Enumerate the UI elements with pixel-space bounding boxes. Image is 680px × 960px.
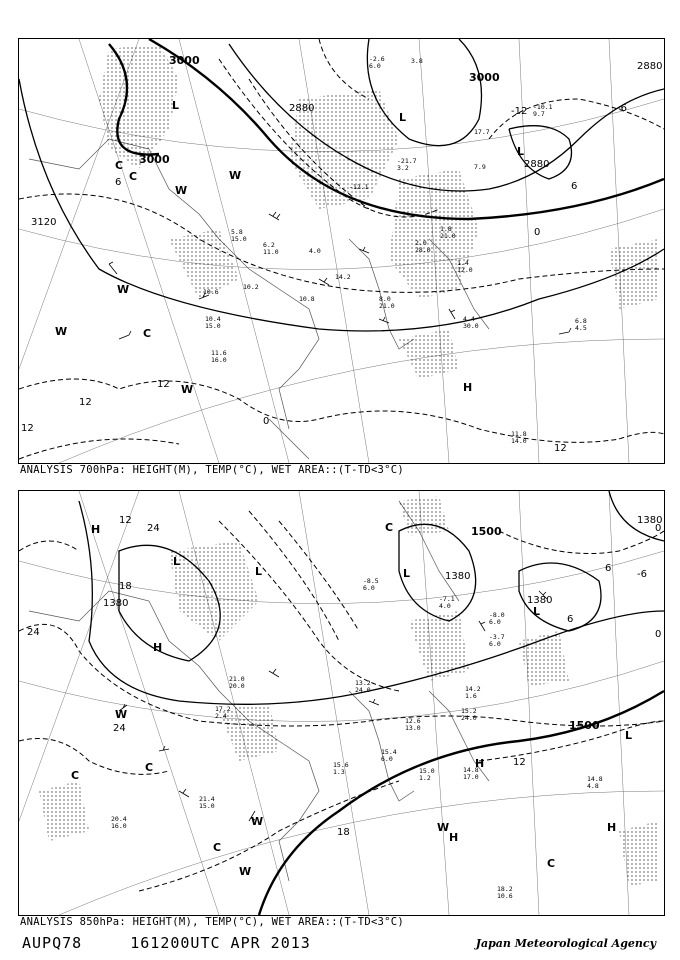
temp-label: 12: [119, 515, 132, 526]
station-value: 15.0: [231, 235, 247, 243]
cold-marker: C: [71, 769, 80, 782]
temp-label: 12: [79, 397, 92, 408]
station-value: 1.2: [419, 774, 431, 782]
station-value: 7.9: [474, 163, 486, 171]
station-value: 6.0: [489, 618, 501, 626]
station-value: 6.0: [363, 584, 375, 592]
height-label: 3000: [469, 71, 500, 84]
station-value: 6.0: [369, 62, 381, 70]
low-marker: L: [625, 729, 633, 742]
height-label: 2880: [524, 159, 550, 170]
low-marker: L: [255, 565, 263, 578]
high-marker: H: [153, 641, 163, 654]
temp-label: -12: [511, 106, 528, 117]
station-value: 3.8: [411, 57, 423, 65]
station-value: 10.6: [497, 892, 513, 900]
temp-label: 0: [655, 523, 662, 534]
cold-marker: C: [213, 841, 222, 854]
temp-label: 24: [147, 523, 160, 534]
warm-marker: W: [229, 169, 242, 182]
station-value: 14.2: [465, 685, 481, 693]
station-value: 24.0: [461, 714, 477, 722]
warm-marker: W: [437, 821, 450, 834]
low-marker: L: [173, 555, 181, 568]
station-value: 16.0: [111, 822, 127, 830]
station-value: 1.8: [440, 225, 452, 233]
station-value: -3.7: [489, 633, 505, 641]
low-marker: L: [172, 99, 180, 112]
station-value: 11.6: [211, 349, 227, 357]
chart-code: AUPQ78: [22, 934, 83, 952]
chart-identifier: [22, 934, 311, 952]
station-value: -2.6: [369, 55, 385, 63]
temp-label: -6: [617, 103, 627, 114]
station-value: 11.0: [263, 248, 279, 256]
station-value: 24.0: [355, 686, 371, 694]
wind-barbs: [119, 591, 547, 821]
station-value: 1.3: [333, 768, 345, 776]
high-marker: H: [463, 381, 473, 394]
station-value: 10.4: [205, 315, 221, 323]
height-label: 1500: [471, 525, 502, 538]
height-label: 3120: [31, 217, 57, 228]
station-value: 15.2: [461, 707, 477, 715]
station-value: -7.1: [439, 595, 455, 603]
station-value: 2.4: [215, 712, 227, 720]
temp-label: 24: [27, 627, 40, 638]
height-label: 1380: [445, 571, 471, 582]
station-value: 6.2: [263, 241, 275, 249]
high-marker: H: [91, 523, 101, 536]
station-value: 21.0: [440, 232, 456, 240]
panel-caption-850hpa: ANALYSIS 850hPa: HEIGHT(M), TEMP(°C), WET AREA::(T-TD<3°C): [20, 916, 405, 928]
warm-marker: W: [115, 708, 128, 721]
temp-label: 24: [113, 723, 126, 734]
station-value: 12.6: [405, 717, 421, 725]
height-label: 2880: [289, 103, 315, 114]
station-value: 14.0: [511, 437, 527, 445]
warm-marker: W: [181, 383, 194, 396]
map-panel-700hpa: [18, 38, 665, 464]
temp-label: 12: [157, 379, 170, 390]
station-value: -10.1: [533, 103, 553, 111]
low-marker: L: [403, 567, 411, 580]
map-panel-850hpa: [18, 490, 665, 916]
station-value: 15.0: [199, 802, 215, 810]
station-value: 17.0: [463, 773, 479, 781]
low-marker: L: [533, 605, 541, 618]
station-value: 4.4: [463, 315, 475, 323]
high-marker: H: [475, 757, 485, 770]
high-marker: H: [449, 831, 459, 844]
temp-label: 6: [567, 614, 574, 625]
warm-marker: W: [117, 283, 130, 296]
temp-label: 18: [119, 581, 132, 592]
low-marker: L: [399, 111, 407, 124]
station-value: 20.4: [111, 815, 127, 823]
cold-marker: C: [145, 761, 154, 774]
low-marker: L: [517, 145, 525, 158]
station-value: 1.4: [457, 259, 469, 267]
station-value: -8.0: [489, 611, 505, 619]
station-value: -12.1: [349, 183, 369, 191]
latlon-grid: [19, 491, 664, 915]
station-value: 21.0: [229, 675, 245, 683]
station-value: 21.0: [379, 302, 395, 310]
high-marker: H: [607, 821, 617, 834]
station-value: 6.0: [381, 755, 393, 763]
warm-marker: W: [251, 815, 264, 828]
warm-marker: W: [239, 865, 252, 878]
station-value: 15.6: [333, 761, 349, 769]
valid-time: 161200UTC APR 2013: [130, 934, 311, 952]
height-contours: [79, 491, 664, 915]
station-value: 8.0: [379, 295, 391, 303]
station-value: 5.8: [231, 228, 243, 236]
agency-credit: Japan Meteorological Agency: [475, 937, 656, 950]
station-value: 20.0: [229, 682, 245, 690]
cold-marker: C: [129, 170, 138, 183]
warm-marker: W: [175, 184, 188, 197]
station-value: 14.8: [587, 775, 603, 783]
station-value: -8.5: [363, 577, 379, 585]
station-value: 30.0: [463, 322, 479, 330]
height-label: 1500: [569, 719, 600, 732]
temp-label: 12: [21, 423, 34, 434]
station-value: 4.5: [575, 324, 587, 332]
temp-label: 0: [655, 629, 662, 640]
cold-marker: C: [115, 159, 124, 172]
station-value: 4.0: [309, 247, 321, 255]
station-value: 11.8: [511, 430, 527, 438]
station-value: 15.4: [381, 748, 397, 756]
temp-label: 6: [115, 177, 122, 188]
station-value: 14.2: [335, 273, 351, 281]
station-value: 4.0: [439, 602, 451, 610]
station-value: 28.0: [415, 246, 431, 254]
temp-label: 6: [571, 181, 578, 192]
height-label: 2880: [637, 61, 663, 72]
cold-marker: C: [385, 521, 394, 534]
temp-label: 6: [605, 563, 612, 574]
height-label: 1380: [103, 598, 129, 609]
station-value: 21.4: [199, 795, 215, 803]
temp-label: 0: [263, 416, 270, 427]
pressure-systems: [71, 521, 632, 878]
map-850hpa: [19, 491, 664, 915]
station-value: -21.7: [397, 157, 417, 165]
station-value: 6.0: [489, 640, 501, 648]
map-700hpa: [19, 39, 664, 463]
station-value: 18.2: [497, 885, 513, 893]
station-value: 10.6: [203, 288, 219, 296]
height-label: 3000: [139, 153, 170, 166]
cold-marker: C: [547, 857, 556, 870]
height-label: 1380: [637, 515, 663, 526]
station-value: 2.0: [415, 239, 427, 247]
warm-marker: W: [55, 325, 68, 338]
station-value: 10.2: [243, 283, 259, 291]
station-value: 17.7: [474, 128, 490, 136]
station-value: 16.0: [211, 356, 227, 364]
temp-label: 12: [554, 443, 567, 454]
station-value: 15.0: [419, 767, 435, 775]
panel-caption-700hpa: ANALYSIS 700hPa: HEIGHT(M), TEMP(°C), WET AREA::(T-TD<3°C): [20, 464, 405, 476]
station-value: 15.0: [205, 322, 221, 330]
station-value: 3.2: [397, 164, 409, 172]
cold-marker: C: [143, 327, 152, 340]
station-value: 14.8: [463, 766, 479, 774]
temp-label: 12: [513, 757, 526, 768]
station-value: 10.8: [299, 295, 315, 303]
height-labels: [103, 515, 662, 732]
station-value: 4.8: [587, 782, 599, 790]
station-value: 13.0: [405, 724, 421, 732]
station-value: 13.2: [355, 679, 371, 687]
station-value: 9.7: [533, 110, 545, 118]
station-value: 1.6: [465, 692, 477, 700]
temp-label: -6: [637, 569, 647, 580]
height-label: 1380: [527, 595, 553, 606]
station-value: 17.2: [215, 705, 231, 713]
temp-label: 0: [534, 227, 541, 238]
station-value: 6.8: [575, 317, 587, 325]
station-value: 12.0: [457, 266, 473, 274]
temp-label: 18: [337, 827, 350, 838]
height-label: 3000: [169, 54, 200, 67]
